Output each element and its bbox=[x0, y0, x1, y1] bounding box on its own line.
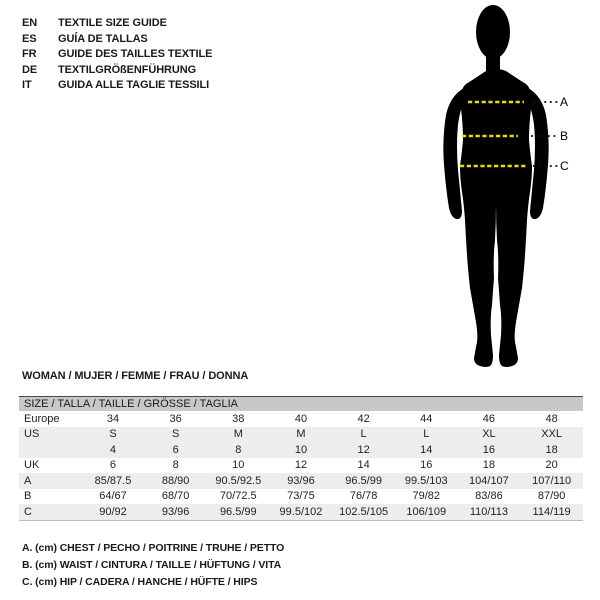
cell: 14 bbox=[357, 459, 370, 472]
size-table-header-row bbox=[19, 397, 583, 412]
cell: 18 bbox=[482, 459, 496, 472]
cell: 106/109 bbox=[395, 504, 458, 520]
cell: 16 bbox=[420, 459, 433, 472]
cell: 34 bbox=[106, 412, 120, 425]
cell: 10 bbox=[232, 459, 245, 472]
cell: L bbox=[395, 427, 458, 443]
lang-title: TEXTILGRÖßENFÜHRUNG bbox=[58, 63, 197, 76]
table-row-uk bbox=[19, 458, 583, 474]
measurement-legend bbox=[22, 540, 284, 592]
cell: 14 bbox=[395, 442, 458, 458]
legend-hip: C. (cm) HIP / CADERA / HANCHE / HÜFTE / HIPS bbox=[22, 576, 258, 589]
lang-code: EN bbox=[22, 17, 38, 29]
cell: 68/70 bbox=[161, 490, 190, 503]
woman-silhouette-icon bbox=[420, 0, 580, 375]
lang-code: DE bbox=[22, 63, 38, 76]
cell: 99.5/103 bbox=[395, 473, 458, 489]
cell: 10 bbox=[270, 442, 333, 458]
cell: 85/87.5 bbox=[82, 473, 145, 489]
cell: 102.5/105 bbox=[332, 504, 395, 520]
cell: 16 bbox=[458, 442, 521, 458]
cell: 4 bbox=[82, 442, 145, 458]
cell: L bbox=[332, 427, 395, 443]
row-label: A bbox=[19, 473, 82, 489]
cell: 96.5/99 bbox=[207, 504, 270, 520]
cell: 36 bbox=[169, 412, 182, 425]
cell: 76/78 bbox=[349, 490, 378, 503]
cell: 64/67 bbox=[99, 490, 127, 503]
row-label: C bbox=[19, 504, 82, 520]
cell: M bbox=[207, 427, 270, 443]
cell: 38 bbox=[232, 412, 245, 425]
lang-row-it bbox=[22, 78, 212, 94]
cell: 6 bbox=[109, 459, 117, 472]
lang-code: ES bbox=[22, 32, 37, 45]
measurement-figure bbox=[420, 0, 600, 375]
row-label bbox=[19, 442, 82, 458]
lang-row-fr bbox=[22, 47, 212, 63]
cell: 87/90 bbox=[537, 490, 566, 503]
marker-label-a: A bbox=[560, 95, 569, 109]
legend-chest: A. (cm) CHEST / PECHO / POITRINE / TRUHE / PETTO bbox=[22, 542, 285, 554]
cell: 83/86 bbox=[475, 490, 503, 503]
language-title-list bbox=[22, 16, 212, 94]
lang-row-en bbox=[22, 16, 212, 32]
row-label: B bbox=[24, 490, 32, 503]
table-row-hip-c bbox=[19, 504, 583, 520]
cell: 6 bbox=[144, 442, 207, 458]
cell: 20 bbox=[545, 459, 558, 472]
cell: 12 bbox=[294, 459, 308, 472]
lang-row-es bbox=[22, 32, 212, 48]
cell: 42 bbox=[357, 412, 370, 425]
row-label: US bbox=[19, 427, 82, 443]
lang-code: IT bbox=[22, 79, 32, 92]
cell: 90.5/92.5 bbox=[207, 473, 270, 489]
cell: 96.5/99 bbox=[332, 473, 395, 489]
cell: 44 bbox=[420, 412, 433, 425]
legend-waist: B. (cm) WAIST / CINTURA / TAILLE / HÜFTUNG / VITA bbox=[22, 559, 282, 572]
cell: 114/119 bbox=[520, 504, 583, 520]
cell: XXL bbox=[520, 427, 583, 443]
cell: XL bbox=[458, 427, 521, 443]
cell: 93/96 bbox=[270, 473, 333, 489]
cell: 99.5/102 bbox=[270, 504, 333, 520]
cell: 12 bbox=[332, 442, 395, 458]
cell: 88/90 bbox=[144, 473, 207, 489]
cell: 70/72.5 bbox=[219, 490, 257, 503]
lang-title: TEXTILE SIZE GUIDE bbox=[58, 17, 167, 29]
cell: 46 bbox=[482, 412, 496, 425]
lang-row-de bbox=[22, 63, 212, 79]
cell: 40 bbox=[294, 412, 308, 425]
cell: 93/96 bbox=[144, 504, 207, 520]
cell: 110/113 bbox=[458, 504, 521, 520]
cell: 18 bbox=[520, 442, 583, 458]
cell: S bbox=[82, 427, 145, 443]
cell: 107/110 bbox=[520, 473, 583, 489]
cell: M bbox=[270, 427, 333, 443]
cell: 48 bbox=[545, 412, 558, 425]
size-table-header: SIZE / TALLA / TAILLE / GRÖSSE / TAGLIA bbox=[19, 397, 583, 412]
marker-label-b: B bbox=[560, 129, 569, 143]
cell: S bbox=[144, 427, 207, 443]
marker-label-c: C bbox=[560, 159, 569, 173]
table-row-us-letters bbox=[19, 427, 583, 443]
table-row-us-numeric bbox=[19, 442, 583, 458]
row-label: UK bbox=[24, 459, 40, 472]
lang-title: GUÍA DE TALLAS bbox=[58, 32, 148, 45]
size-table bbox=[19, 396, 583, 521]
lang-title: GUIDE DES TAILLES TEXTILE bbox=[58, 48, 213, 61]
cell: 8 bbox=[172, 459, 179, 472]
table-row-europe bbox=[19, 411, 583, 427]
cell: 104/107 bbox=[458, 473, 521, 489]
row-label: Europe bbox=[24, 412, 60, 425]
table-row-chest-a bbox=[19, 473, 583, 489]
cell: 79/82 bbox=[412, 490, 441, 503]
lang-code: FR bbox=[22, 48, 37, 61]
section-title: WOMAN / MUJER / FEMME / FRAU / DONNA bbox=[22, 370, 249, 382]
cell: 90/92 bbox=[82, 504, 145, 520]
table-row-waist-b bbox=[19, 489, 583, 505]
cell: 8 bbox=[207, 442, 270, 458]
lang-title: GUIDA ALLE TAGLIE TESSILI bbox=[58, 79, 210, 92]
cell: 73/75 bbox=[287, 490, 315, 503]
